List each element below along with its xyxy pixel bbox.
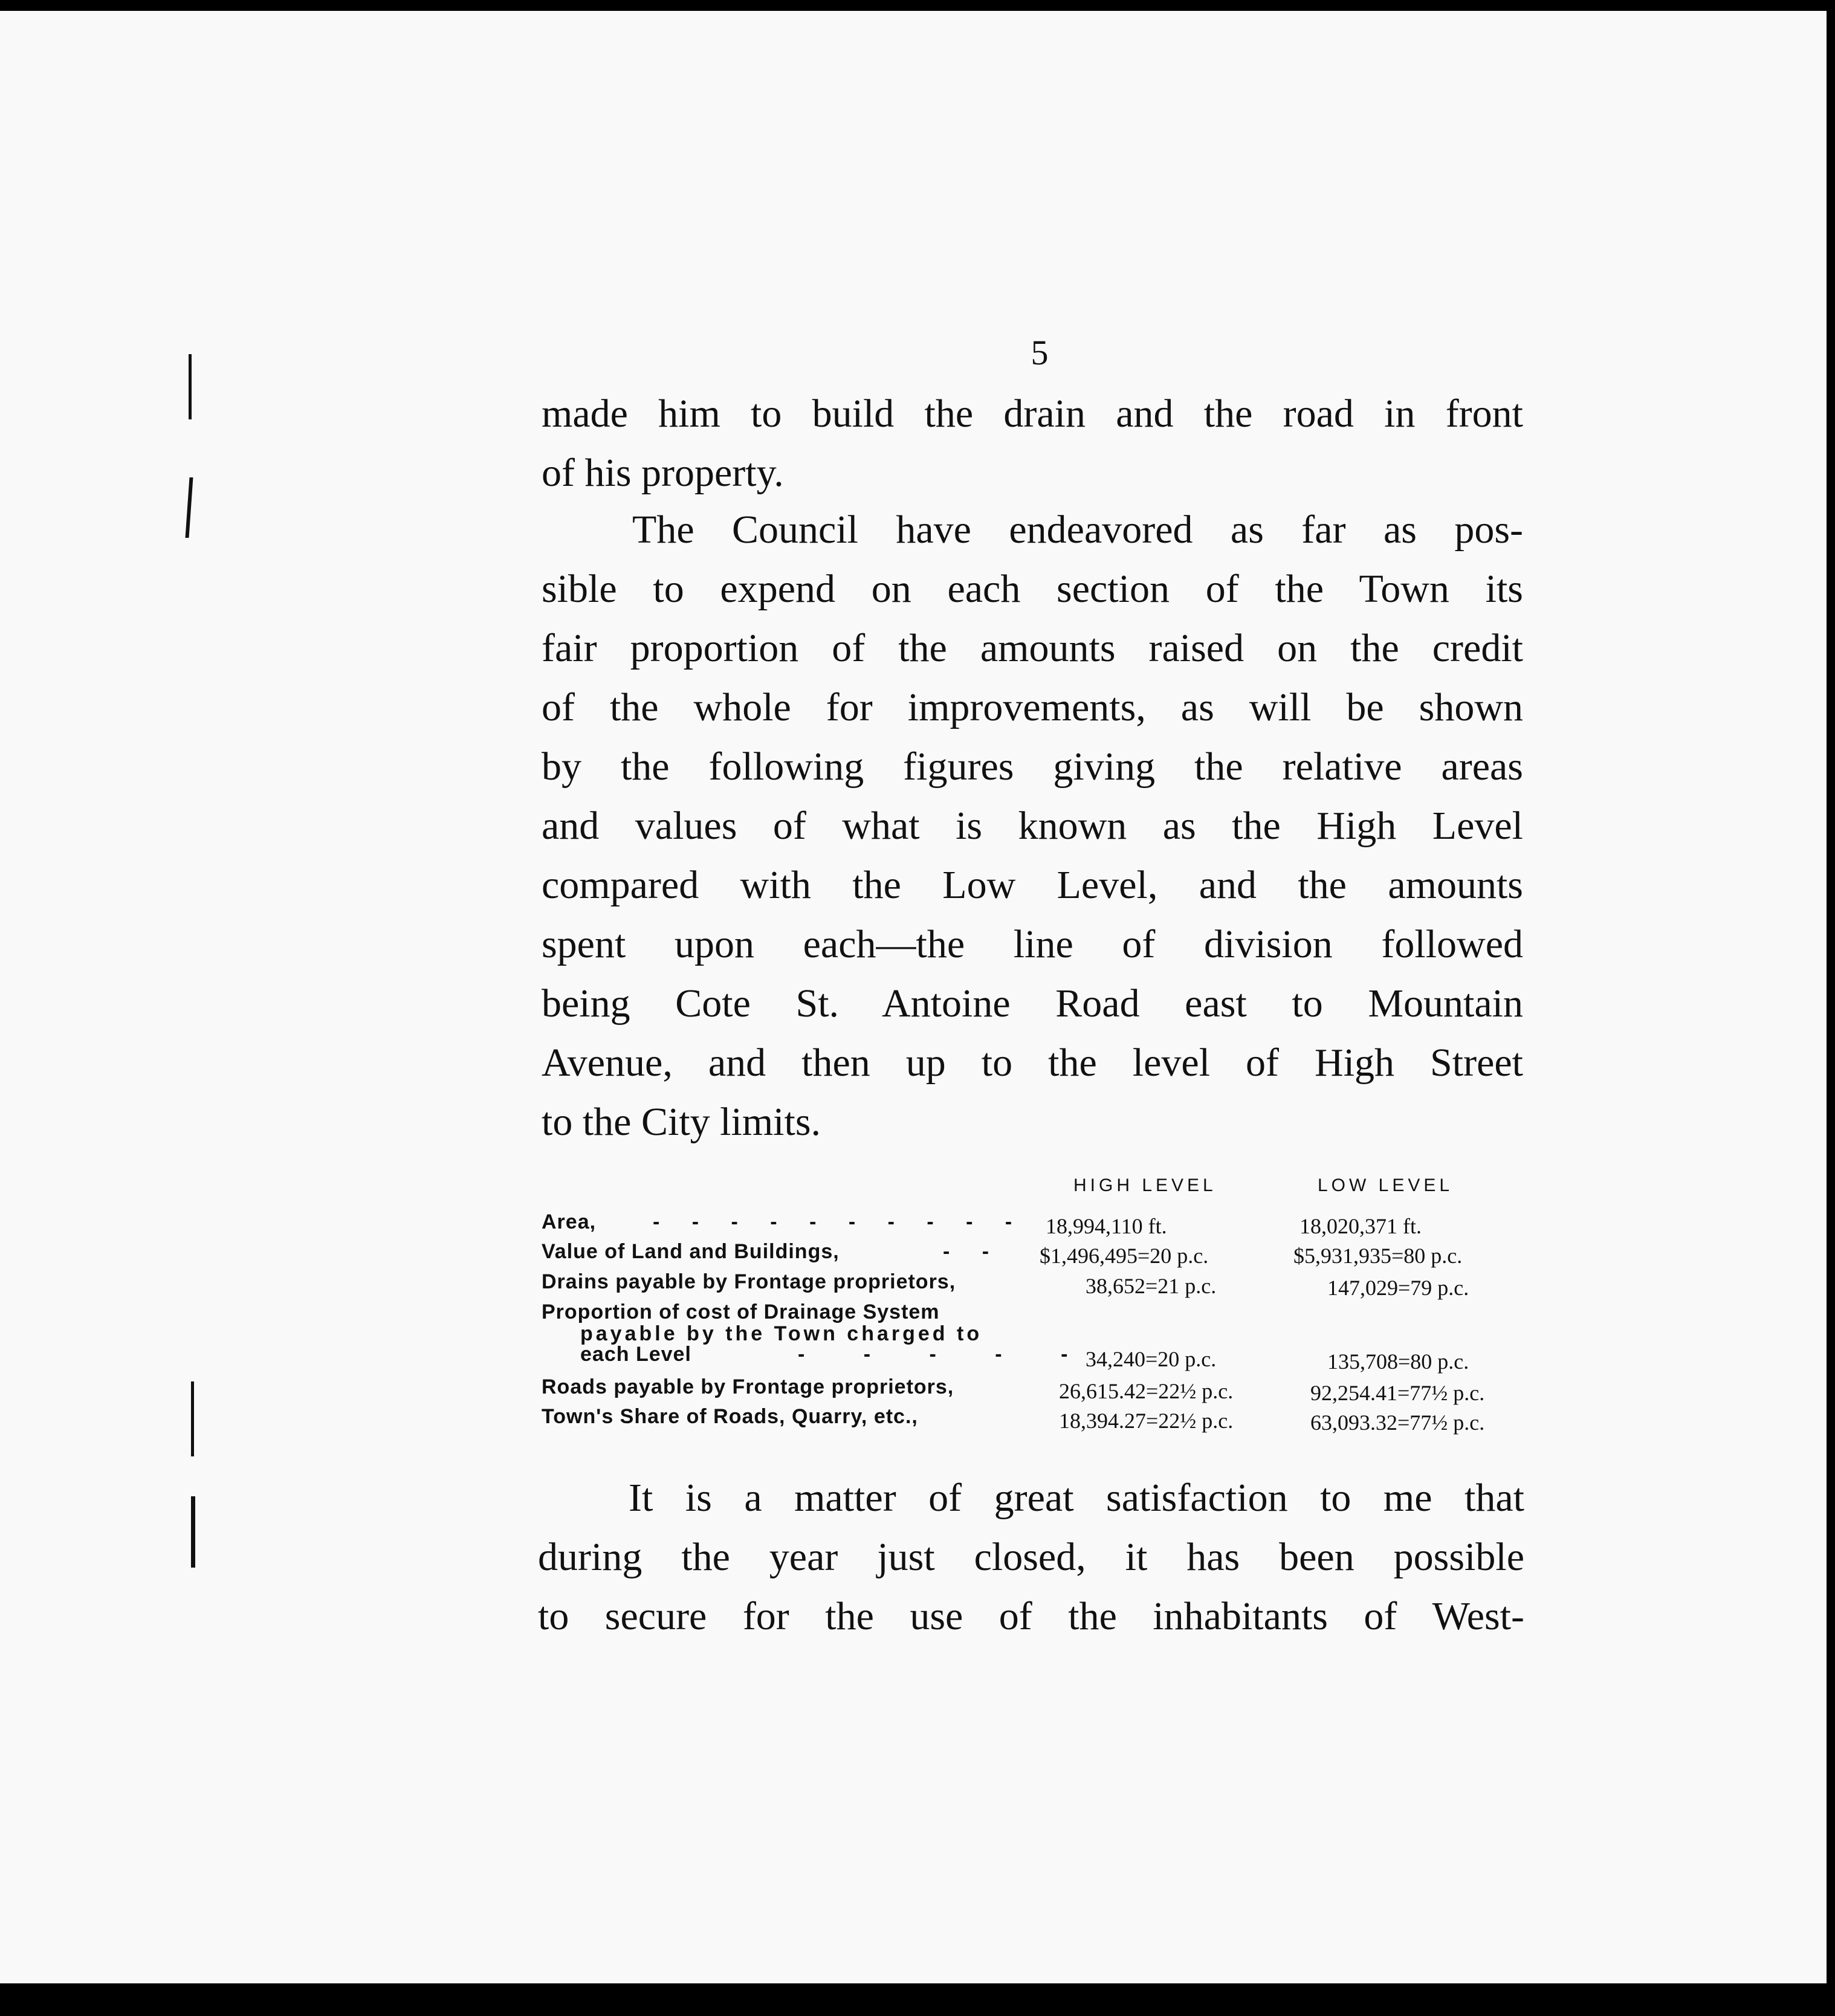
text-line: Avenue, and then up to the level of High Street <box>542 1041 1523 1085</box>
text-line: fair proportion of the amounts raised on the credit <box>542 626 1523 670</box>
paragraph-3 <box>538 1468 1524 1646</box>
margin-mark <box>186 477 193 538</box>
text-line: to the City limits. <box>542 1100 821 1144</box>
margin-mark <box>189 354 192 419</box>
leader-dots: - - - - - <box>798 1343 1095 1366</box>
text-line: being Cote St. Antoine Road east to Mountain <box>542 981 1523 1026</box>
scan-border-top <box>0 0 1835 11</box>
table-row-label: Value of Land and Buildings, <box>542 1240 840 1263</box>
leader-dots: - - - - - - - - - - <box>653 1210 1026 1233</box>
text-line: of his property. <box>542 451 784 495</box>
text-line: sible to expend on each section of the Town its <box>542 567 1523 611</box>
table-cell-high: 18,394.27=22½ p.c. <box>1059 1409 1234 1433</box>
table-cell-low: $5,931,935=80 p.c. <box>1293 1244 1463 1268</box>
text-line: compared with the Low Level, and the amounts <box>542 863 1523 907</box>
table-row-label: Town's Share of Roads, Quarry, etc., <box>542 1405 918 1428</box>
text-line: It is a matter of great satisfaction to me that <box>629 1476 1524 1520</box>
table-row-label: payable by the Town charged to <box>580 1322 983 1345</box>
table-cell-high: 18,994,110 ft. <box>1046 1214 1167 1238</box>
table-row-label: Roads payable by Frontage proprietors, <box>542 1375 954 1398</box>
column-header-high-level: HIGH LEVEL <box>1073 1175 1217 1195</box>
paragraph-2 <box>542 500 1523 1152</box>
table-row-label: Proportion of cost of Drainage System <box>542 1300 940 1323</box>
margin-mark <box>191 1496 195 1568</box>
table-cell-low: 147,029=79 p.c. <box>1327 1276 1469 1300</box>
margin-mark <box>191 1381 194 1456</box>
table-row-label: Area, <box>542 1210 597 1233</box>
text-line: and values of what is known as the High Level <box>542 804 1523 848</box>
text-line: of the whole for improvements, as will be shown <box>542 685 1523 729</box>
text-line: during the year just closed, it has been possible <box>538 1535 1524 1579</box>
table-cell-low: 18,020,371 ft. <box>1299 1214 1422 1238</box>
leader-dots: - - <box>943 1240 1003 1263</box>
text-line: The Council have endeavored as far as pos- <box>632 508 1523 552</box>
table-cell-low: 63,093.32=77½ p.c. <box>1310 1410 1485 1435</box>
table-cell-high: $1,496,495=20 p.c. <box>1040 1244 1209 1268</box>
text-line: to secure for the use of the inhabitants of West- <box>538 1594 1524 1638</box>
scan-border-right <box>1827 0 1835 2016</box>
text-line: made him to build the drain and the road in front <box>542 392 1523 436</box>
table-cell-low: 92,254.41=77½ p.c. <box>1310 1381 1485 1405</box>
scan-border-bottom <box>0 1983 1835 2016</box>
table-cell-high: 34,240=20 p.c. <box>1086 1347 1217 1371</box>
paragraph-1 <box>542 384 1523 503</box>
text-line: spent upon each—the line of division followed <box>542 922 1523 966</box>
column-header-low-level: LOW LEVEL <box>1318 1175 1454 1195</box>
text-line: by the following figures giving the relative areas <box>542 745 1523 789</box>
page-number: 5 <box>1031 333 1049 372</box>
table-row-label: each Level <box>580 1343 691 1366</box>
table-cell-high: 26,615.42=22½ p.c. <box>1059 1379 1234 1403</box>
table-cell-high: 38,652=21 p.c. <box>1086 1274 1217 1298</box>
table-cell-low: 135,708=80 p.c. <box>1327 1349 1469 1374</box>
table-row-label: Drains payable by Frontage proprietors, <box>542 1270 956 1293</box>
